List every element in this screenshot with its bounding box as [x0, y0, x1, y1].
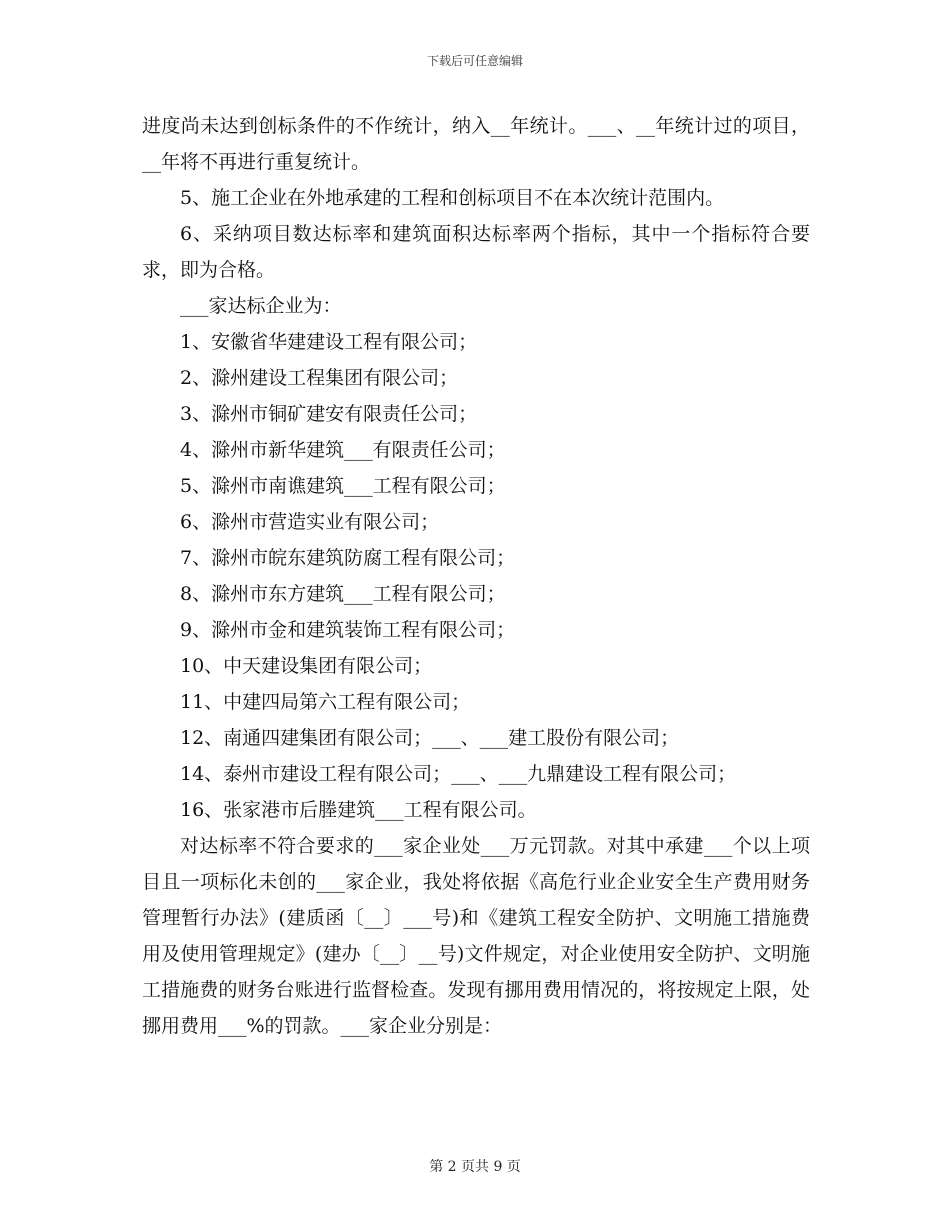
paragraph-item-5: 5、施工企业在外地承建的工程和创标项目不在本次统计范围内。: [180, 187, 725, 209]
list-item: 5、滁州市南谯建筑___工程有限公司；: [180, 475, 506, 497]
document-body: [142, 108, 810, 1044]
list-item: 14、泰州市建设工程有限公司；___、___九鼎建设工程有限公司；: [180, 763, 737, 785]
list-item: 3、滁州市铜矿建安有限责任公司；: [180, 403, 478, 425]
paragraph-item-6: 6、采纳项目数达标率和建筑面积达标率两个指标，其中一个指标符合要求，即为合格。: [142, 223, 810, 281]
list-item: 9、滁州市金和建筑装饰工程有限公司；: [180, 619, 516, 641]
list-item: 7、滁州市皖东建筑防腐工程有限公司；: [180, 547, 516, 569]
paragraph-continuation: 进度尚未达到创标条件的不作统计，纳入__年统计。___、__年统计过的项目，__年将不再进行重复统计。: [142, 115, 810, 173]
paragraph-list-intro: ___家达标企业为：: [180, 295, 342, 317]
page-header: 下载后可任意编辑: [426, 54, 523, 68]
list-item: 2、滁州建设工程集团有限公司；: [180, 367, 459, 389]
list-item: 12、南通四建集团有限公司；___、___建工股份有限公司；: [180, 727, 680, 749]
list-item: 11、中建四局第六工程有限公司；: [180, 691, 471, 713]
list-item: 8、滁州市东方建筑___工程有限公司；: [180, 583, 506, 605]
list-item: 10、中天建设集团有限公司；: [180, 655, 433, 677]
list-item: 4、滁州市新华建筑___有限责任公司；: [180, 439, 506, 461]
list-item: 6、滁州市营造实业有限公司；: [180, 511, 440, 533]
paragraph-penalty: 对达标率不符合要求的___家企业处___万元罚款。对其中承建___个以上项目且一项标化未创的___家企业，我处将依据《高危行业企业安全生产费用财务管理暂行办法》(建质函〔__〕___号)和《建筑工程安全防护、文明施工措施费用及使用管理规定》(建办〔__〕__号)文件规定，对企业使用安全防护、文明施工措施费的财务台账进行监督检查。发现有挪用费用情况的，将按规定上限，处挪用费用___%的罚款。___家企业分别是：: [142, 835, 810, 1037]
list-item: 16、张家港市后塍建筑___工程有限公司。: [180, 799, 537, 821]
list-item: 1、安徽省华建建设工程有限公司；: [180, 331, 478, 353]
page-footer: 第 2 页共 9 页: [429, 1159, 521, 1175]
